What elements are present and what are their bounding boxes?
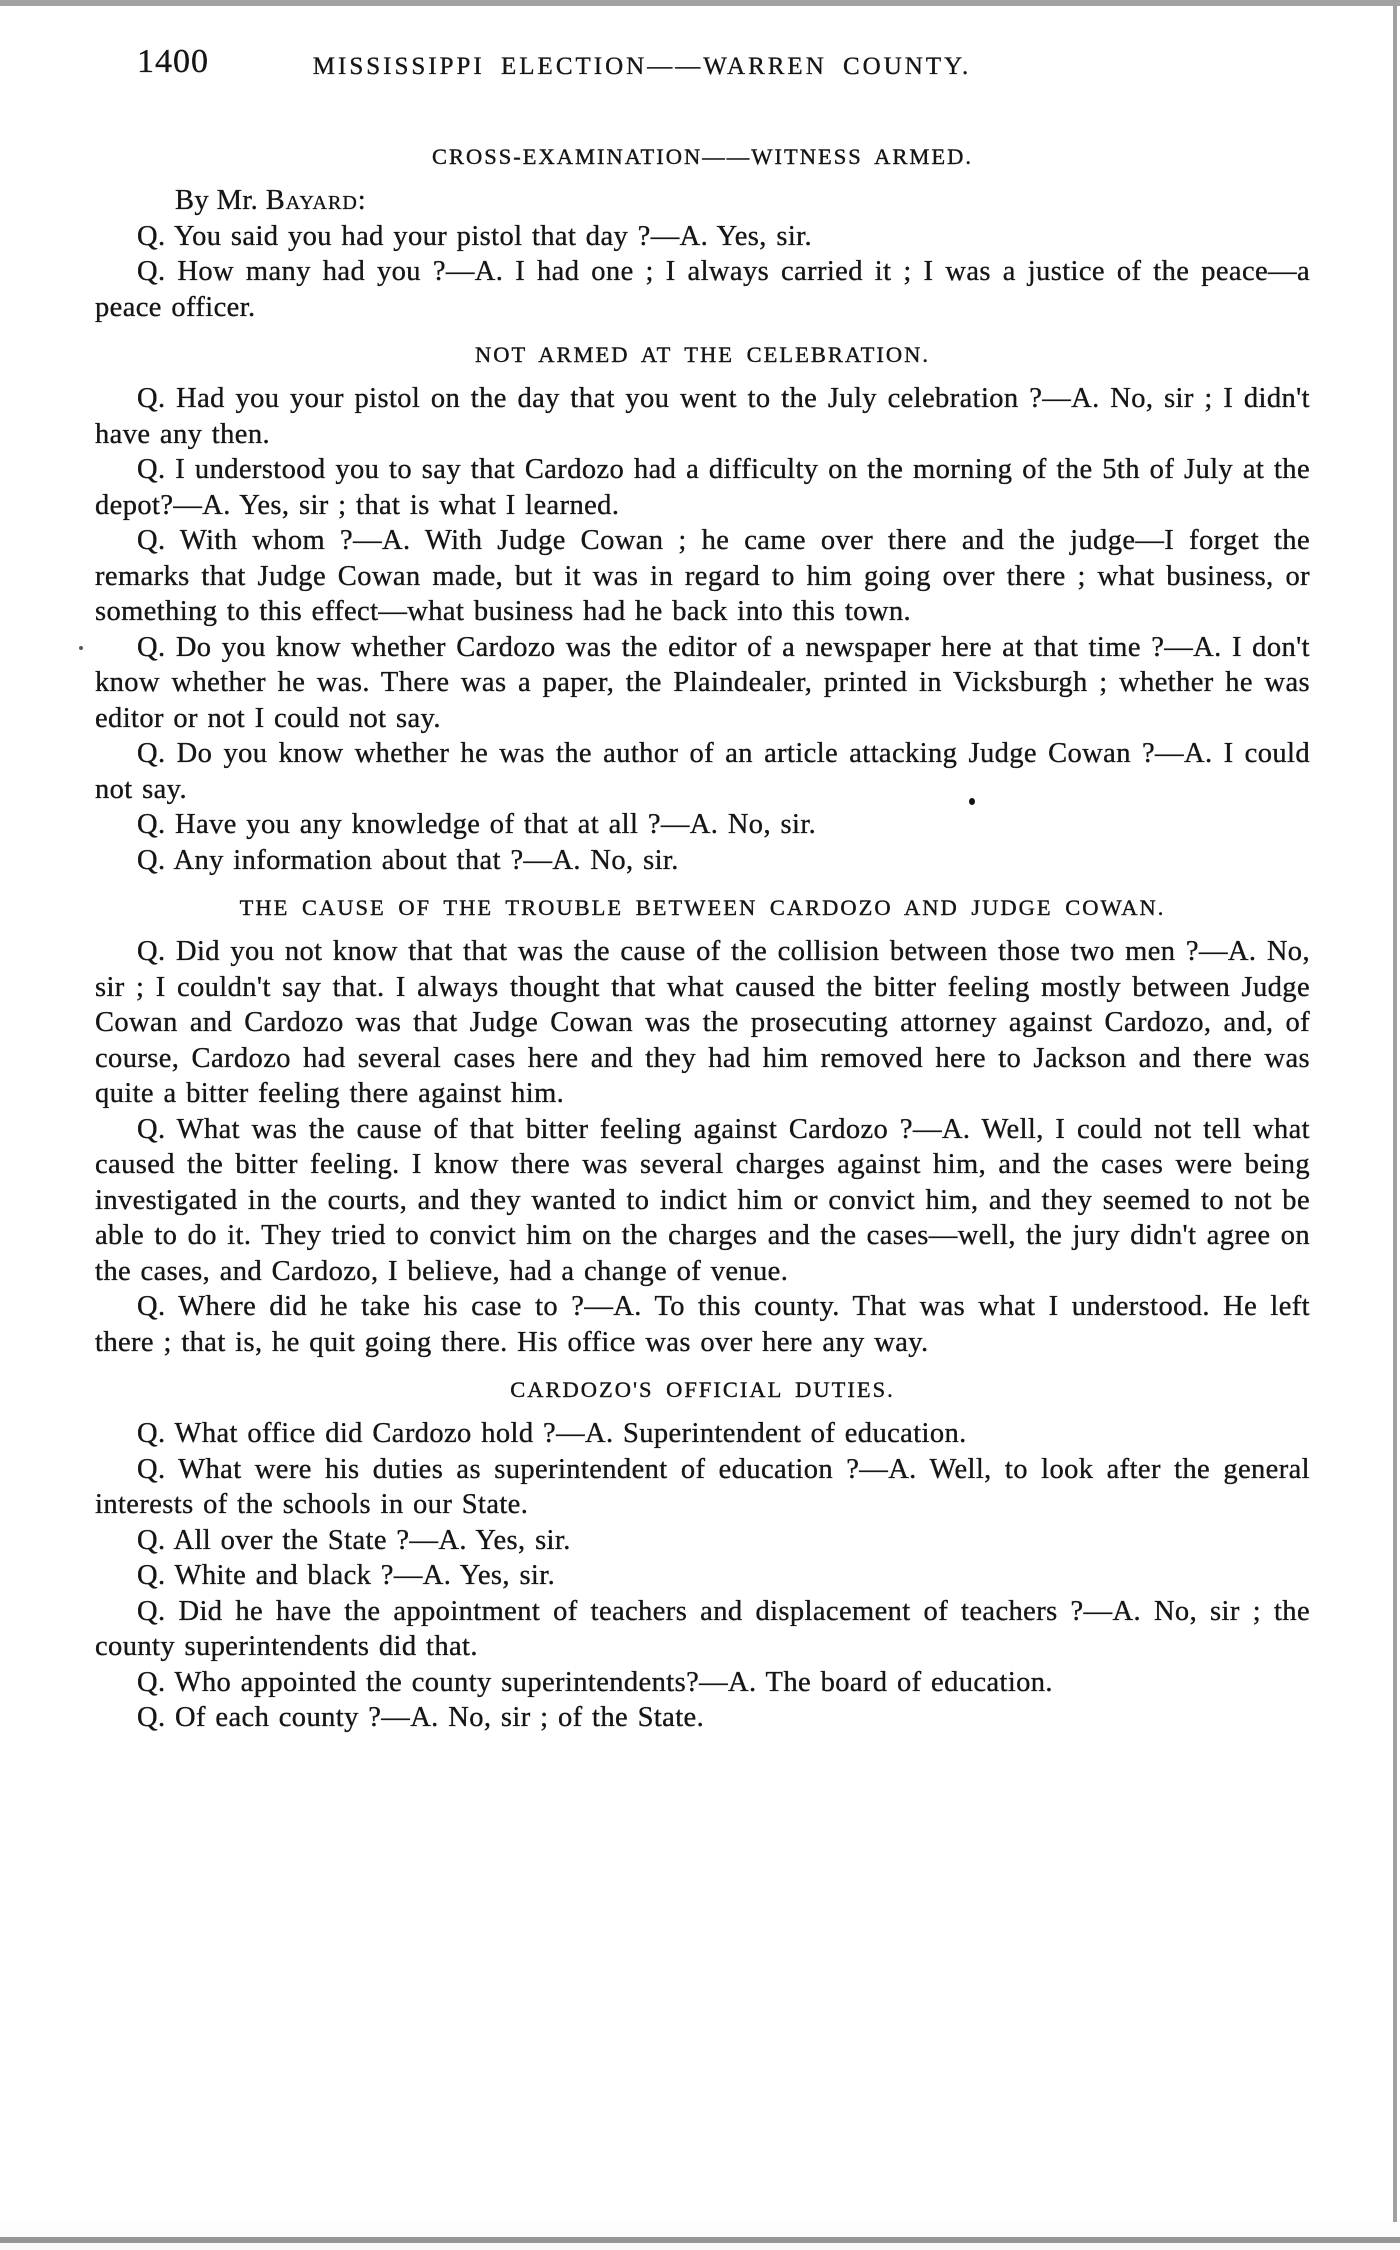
document-page <box>95 44 1310 1736</box>
page-header <box>95 44 1310 90</box>
byline-prefix: By Mr. <box>175 185 266 216</box>
qa-paragraph <box>95 630 1310 737</box>
section-heading: THE CAUSE OF THE TROUBLE BETWEEN CARDOZO AND JUDGE COWAN. <box>239 895 1166 920</box>
qa-paragraph: Q. What were his duties as superintendent of education ?—A. Well, to look after the general interests of the schools in our State. <box>95 1453 1310 1520</box>
scan-right-edge <box>1393 0 1397 2240</box>
qa-paragraph: Q. Did he have the appointment of teachers and displacement of teachers ?—A. No, sir ; the county superintendents did that. <box>95 1595 1310 1662</box>
scan-top-edge <box>0 0 1400 6</box>
qa-paragraph: Q. Had you your pistol on the day that you went to the July celebration ?—A. No, sir ; I didn't have any then. <box>95 383 1310 450</box>
qa-paragraph: Q. With whom ?—A. With Judge Cowan ; he came over there and the judge—I forget the remarks that Judge Cowan made, but it was in regard to him going over there ; what business, or something to this effect—what business had he back into this town. <box>95 525 1310 627</box>
qa-paragraph: Q. Who appointed the county superintendents?—A. The board of education. <box>137 1666 1053 1698</box>
byline-name: Bayard <box>265 185 358 216</box>
qa-paragraph: Q. Do you know whether he was the author of an article attacking Judge Cowan ?—A. I could not say. <box>95 738 1310 805</box>
qa-paragraph: Q. Any information about that ?—A. No, sir. <box>137 844 679 876</box>
scan-bottom-area <box>0 2243 1400 2250</box>
ink-speck <box>969 798 975 805</box>
qa-paragraph: Q. What office did Cardozo hold ?—A. Superintendent of education. <box>137 1418 967 1449</box>
qa-paragraph: Q. Did you not know that that was the cause of the collision between those two men ?—A. No, sir ; I couldn't say that. I always thought that what caused the bitter feeling mostly between Judge Cowan and Cardozo was that Judge Cowan was the prosecuting attorney against Cardozo, and, of course, Cardozo had several cases here and they had him removed here to Jackson and there was quite a bitter feeling there against him. <box>95 936 1310 1109</box>
section-heading: NOT ARMED AT THE CELEBRATION. <box>475 342 930 367</box>
page-number: 1400 <box>137 43 209 80</box>
qa-paragraph-text: Q. Do you know whether Cardozo was the editor of a newspaper here at that time ?—A. I don't know whether he was. There was a paper, the Plaindealer, printed in Vicksburgh ; whether he was editor or not I could not say. <box>95 631 1310 734</box>
ink-speck <box>79 646 83 650</box>
qa-paragraph: Q. Where did he take his case to ?—A. To this county. That was what I understood. He left there ; that is, he quit going there. His office was over here any way. <box>95 1291 1310 1358</box>
qa-paragraph: Q. White and black ?—A. Yes, sir. <box>137 1560 556 1591</box>
running-title: MISSISSIPPI ELECTION——WARREN COUNTY. <box>312 53 972 80</box>
qa-paragraph: Q. You said you had your pistol that day ?—A. Yes, sir. <box>137 220 812 252</box>
qa-paragraph-text: Q. Have you any knowledge of that at all ?—A. No, sir. <box>137 809 817 840</box>
qa-paragraph: Q. How many had you ?—A. I had one ; I always carried it ; I was a justice of the peace—a peace officer. <box>95 256 1310 323</box>
scan-bottom-strip <box>0 2222 1400 2237</box>
byline-suffix: : <box>357 185 367 216</box>
section-heading: CARDOZO'S OFFICIAL DUTIES. <box>510 1377 895 1402</box>
qa-paragraph <box>95 807 1310 843</box>
qa-paragraph: Q. Of each county ?—A. No, sir ; of the State. <box>137 1702 705 1733</box>
section-heading: CROSS-EXAMINATION——WITNESS ARMED. <box>431 144 974 169</box>
byline <box>175 183 1310 219</box>
qa-paragraph: Q. What was the cause of that bitter feeling against Cardozo ?—A. Well, I could not tell what caused the bitter feeling. I know there was several charges against him, and the cases were being investigated in the courts, and they wanted to indict him or convict him, and they seemed to not be able to do it. They tried to convict him on the charges and the cases—well, the jury didn't agree on the cases, and Cardozo, I believe, had a change of venue. <box>95 1113 1310 1287</box>
qa-paragraph: Q. I understood you to say that Cardozo had a difficulty on the morning of the 5th of July at the depot?—A. Yes, sir ; that is what I learned. <box>95 454 1310 521</box>
qa-paragraph: Q. All over the State ?—A. Yes, sir. <box>137 1524 571 1556</box>
